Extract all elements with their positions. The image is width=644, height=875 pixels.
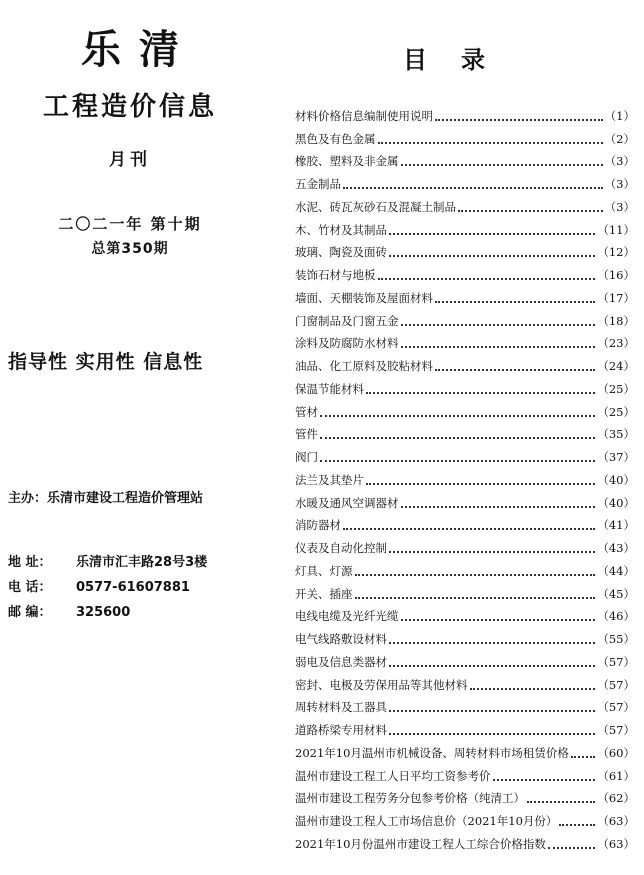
toc-entry-title: 管件 [295, 427, 318, 442]
toc-entry-page: （62） [597, 791, 635, 806]
dot-leader [355, 573, 596, 576]
toc-entry-page: （25） [597, 381, 635, 396]
toc-entry-page: （17） [597, 290, 635, 305]
dot-leader [366, 482, 595, 485]
toc-entry-title: 水暖及通风空调器材 [295, 495, 399, 510]
toc-entry-title: 温州市建设工程工人日平均工资参考价 [295, 768, 491, 783]
toc-entry [295, 670, 635, 693]
toc-entry [295, 124, 635, 147]
toc-entry [295, 602, 635, 625]
toc-entry-title: 橡胶、塑料及非金属 [295, 154, 399, 169]
toc-entry [295, 351, 635, 374]
toc-entry [295, 715, 635, 738]
toc-entry [295, 647, 635, 670]
toc-entry-page: （3） [604, 154, 635, 169]
address-line [8, 551, 207, 570]
dot-leader [401, 163, 603, 166]
dot-leader [343, 527, 595, 530]
toc-entry-title: 涂料及防腐防水材料 [295, 336, 399, 351]
postcode-line [8, 601, 130, 620]
toc-entry-title: 五金制品 [295, 177, 341, 191]
dot-leader [548, 846, 595, 849]
postcode-value: 325600 [76, 605, 131, 620]
toc-entry [295, 238, 635, 261]
toc-entry-title: 电气线路敷设材料 [295, 632, 387, 646]
toc-entry [295, 511, 635, 534]
toc-entry-page: （25） [597, 404, 635, 419]
toc-entry-title: 法兰及其垫片 [295, 472, 364, 487]
total-issue: 总第350期 [91, 241, 169, 257]
toc-entry [295, 397, 635, 420]
dot-leader [389, 709, 595, 712]
dot-leader [401, 323, 596, 326]
toc-entry-title: 2021年10月温州市机械设备、周转材料市场租赁价格 [295, 745, 569, 760]
toc-entry-page: （2） [604, 131, 635, 146]
toc-entry-page: （41） [597, 518, 635, 533]
dot-leader [378, 141, 603, 144]
toc-entry [295, 465, 635, 488]
slogan: 指导性 实用性 信息性 [8, 351, 204, 373]
toc-entry-page: （57） [597, 700, 635, 715]
toc-entry-title: 装饰石材与地板 [295, 268, 376, 282]
toc-entry-page: （45） [597, 586, 635, 601]
toc-entry [295, 556, 635, 579]
dot-leader [493, 778, 596, 781]
toc-entry [295, 215, 635, 238]
dot-leader [401, 618, 596, 621]
toc-entry-title: 墙面、天棚装饰及屋面材料 [295, 290, 433, 305]
toc-entry-title: 门窗制品及门窗五金 [295, 313, 399, 328]
toc-entry-title: 密封、电极及劳保用品等其他材料 [295, 677, 468, 692]
toc-entry-page: （63） [597, 814, 635, 828]
toc-entry [295, 738, 635, 761]
toc-entry-title: 仪表及自动化控制 [295, 541, 387, 555]
toc-entry [295, 624, 635, 647]
toc-entry-title: 木、竹材及其制品 [295, 222, 387, 237]
dot-leader [559, 823, 595, 826]
periodical-type: 月刊 [109, 150, 151, 170]
dot-leader [389, 641, 595, 644]
toc-entry-title: 玻璃、陶瓷及面砖 [295, 245, 387, 260]
toc-entry [295, 260, 635, 283]
dot-leader [389, 254, 595, 257]
toc-entry [295, 329, 635, 352]
toc-entry [295, 533, 635, 556]
toc-entry [295, 442, 635, 465]
toc-entry [295, 693, 635, 716]
toc-entry-title: 周转材料及工器具 [295, 700, 387, 715]
toc-entry-page: （37） [597, 450, 635, 464]
toc-entry [295, 761, 635, 784]
toc-entry-title: 消防器材 [295, 518, 341, 533]
toc-entry-page: （16） [597, 268, 635, 282]
toc-entry-title: 弱电及信息类器材 [295, 654, 387, 669]
dot-leader [343, 186, 603, 189]
toc-entry [295, 192, 635, 215]
toc-entry-page: （43） [597, 541, 635, 555]
toc-entry-title: 保温节能材料 [295, 381, 364, 396]
toc-entry [295, 169, 635, 192]
toc-entry [295, 374, 635, 397]
toc-title: 目录 [403, 45, 519, 74]
journal-title: 乐清 [81, 27, 197, 73]
toc-entry-title: 黑色及有色金属 [295, 131, 376, 146]
toc-entry-page: （35） [597, 427, 635, 442]
dot-leader [389, 732, 595, 735]
dot-leader [470, 687, 596, 690]
toc-entry-page: （40） [597, 495, 635, 510]
toc-entry-page: （44） [597, 563, 635, 578]
toc-entry-page: （57） [597, 723, 635, 737]
address-value: 乐清市汇丰路28号3楼 [76, 555, 208, 570]
toc-entry-title: 油品、化工原料及胶粘材料 [295, 359, 433, 373]
issue-number: 二〇二一年 第十期 [58, 215, 202, 233]
toc-entry [295, 488, 635, 511]
phone-value: 0577-61607881 [76, 580, 190, 595]
toc-entry-title: 阀门 [295, 450, 318, 464]
toc-entry-title: 道路桥梁专用材料 [295, 723, 387, 737]
toc-entry-page: （46） [597, 609, 635, 624]
phone-label: 电 话： [8, 580, 52, 595]
dot-leader [389, 664, 595, 667]
toc-entry-page: （1） [604, 108, 635, 123]
dot-leader [378, 277, 596, 280]
toc-entry-page: （57） [597, 677, 635, 692]
toc-entry-page: （63） [597, 836, 635, 851]
dot-leader [320, 414, 595, 417]
table-of-contents [283, 0, 639, 875]
dot-leader [320, 436, 595, 439]
toc-entry [295, 784, 635, 807]
toc-entry-page: （40） [597, 472, 635, 487]
dot-leader [366, 391, 595, 394]
dot-leader [435, 300, 595, 303]
toc-entry-title: 温州市建设工程人工市场信息价（2021年10月份） [295, 814, 558, 828]
dot-leader [320, 459, 595, 462]
toc-entry-page: （12） [597, 245, 635, 260]
toc-entry [295, 579, 635, 602]
toc-entry-title: 灯具、灯源 [295, 563, 353, 578]
toc-entry-title: 材料价格信息编制使用说明 [295, 108, 433, 123]
toc-entry [295, 806, 635, 829]
toc-entry-page: （61） [597, 768, 635, 783]
toc-entry-page: （3） [604, 177, 635, 191]
toc-entry [295, 420, 635, 443]
toc-entry-page: （60） [597, 745, 635, 760]
toc-entry-title: 管材 [295, 404, 318, 419]
address-label: 地 址： [8, 555, 52, 570]
sponsor: 主办：乐清市建设工程造价管理站 [8, 491, 204, 506]
toc-entry-page: （18） [597, 313, 635, 328]
cover-left-column [0, 0, 270, 875]
toc-entry [295, 101, 635, 124]
toc-entry-page: （55） [597, 632, 635, 646]
toc-entry-title: 温州市建设工程劳务分包参考价格（纯清工） [295, 791, 525, 806]
dot-leader [389, 232, 595, 235]
phone-line [8, 576, 190, 595]
dot-leader [401, 345, 596, 348]
toc-entry-title: 电线电缆及光纤光缆 [295, 609, 399, 624]
toc-entry-page: （24） [597, 359, 635, 373]
dot-leader [458, 209, 603, 212]
dot-leader [389, 550, 595, 553]
toc-entry-page: （23） [597, 336, 635, 351]
toc-entry [295, 147, 635, 170]
dot-leader [527, 800, 595, 803]
toc-entry-page: （11） [597, 222, 635, 237]
dot-leader [401, 505, 596, 508]
toc-entry-title: 2021年10月份温州市建设工程人工综合价格指数 [295, 836, 546, 851]
toc-entry [295, 829, 635, 852]
toc-entry-page: （3） [604, 199, 635, 214]
dot-leader [571, 755, 595, 758]
dot-leader [435, 368, 595, 371]
postcode-label: 邮 编： [8, 605, 52, 620]
toc-entry-page: （57） [597, 654, 635, 669]
toc-entry-title: 开关、插座 [295, 586, 353, 601]
journal-subtitle: 工程造价信息 [42, 92, 217, 122]
toc-list [295, 101, 635, 852]
dot-leader [355, 596, 596, 599]
toc-entry-title: 水泥、砖瓦灰砂石及混凝土制品 [295, 199, 456, 214]
toc-entry [295, 283, 635, 306]
dot-leader [435, 118, 603, 121]
toc-entry [295, 306, 635, 329]
